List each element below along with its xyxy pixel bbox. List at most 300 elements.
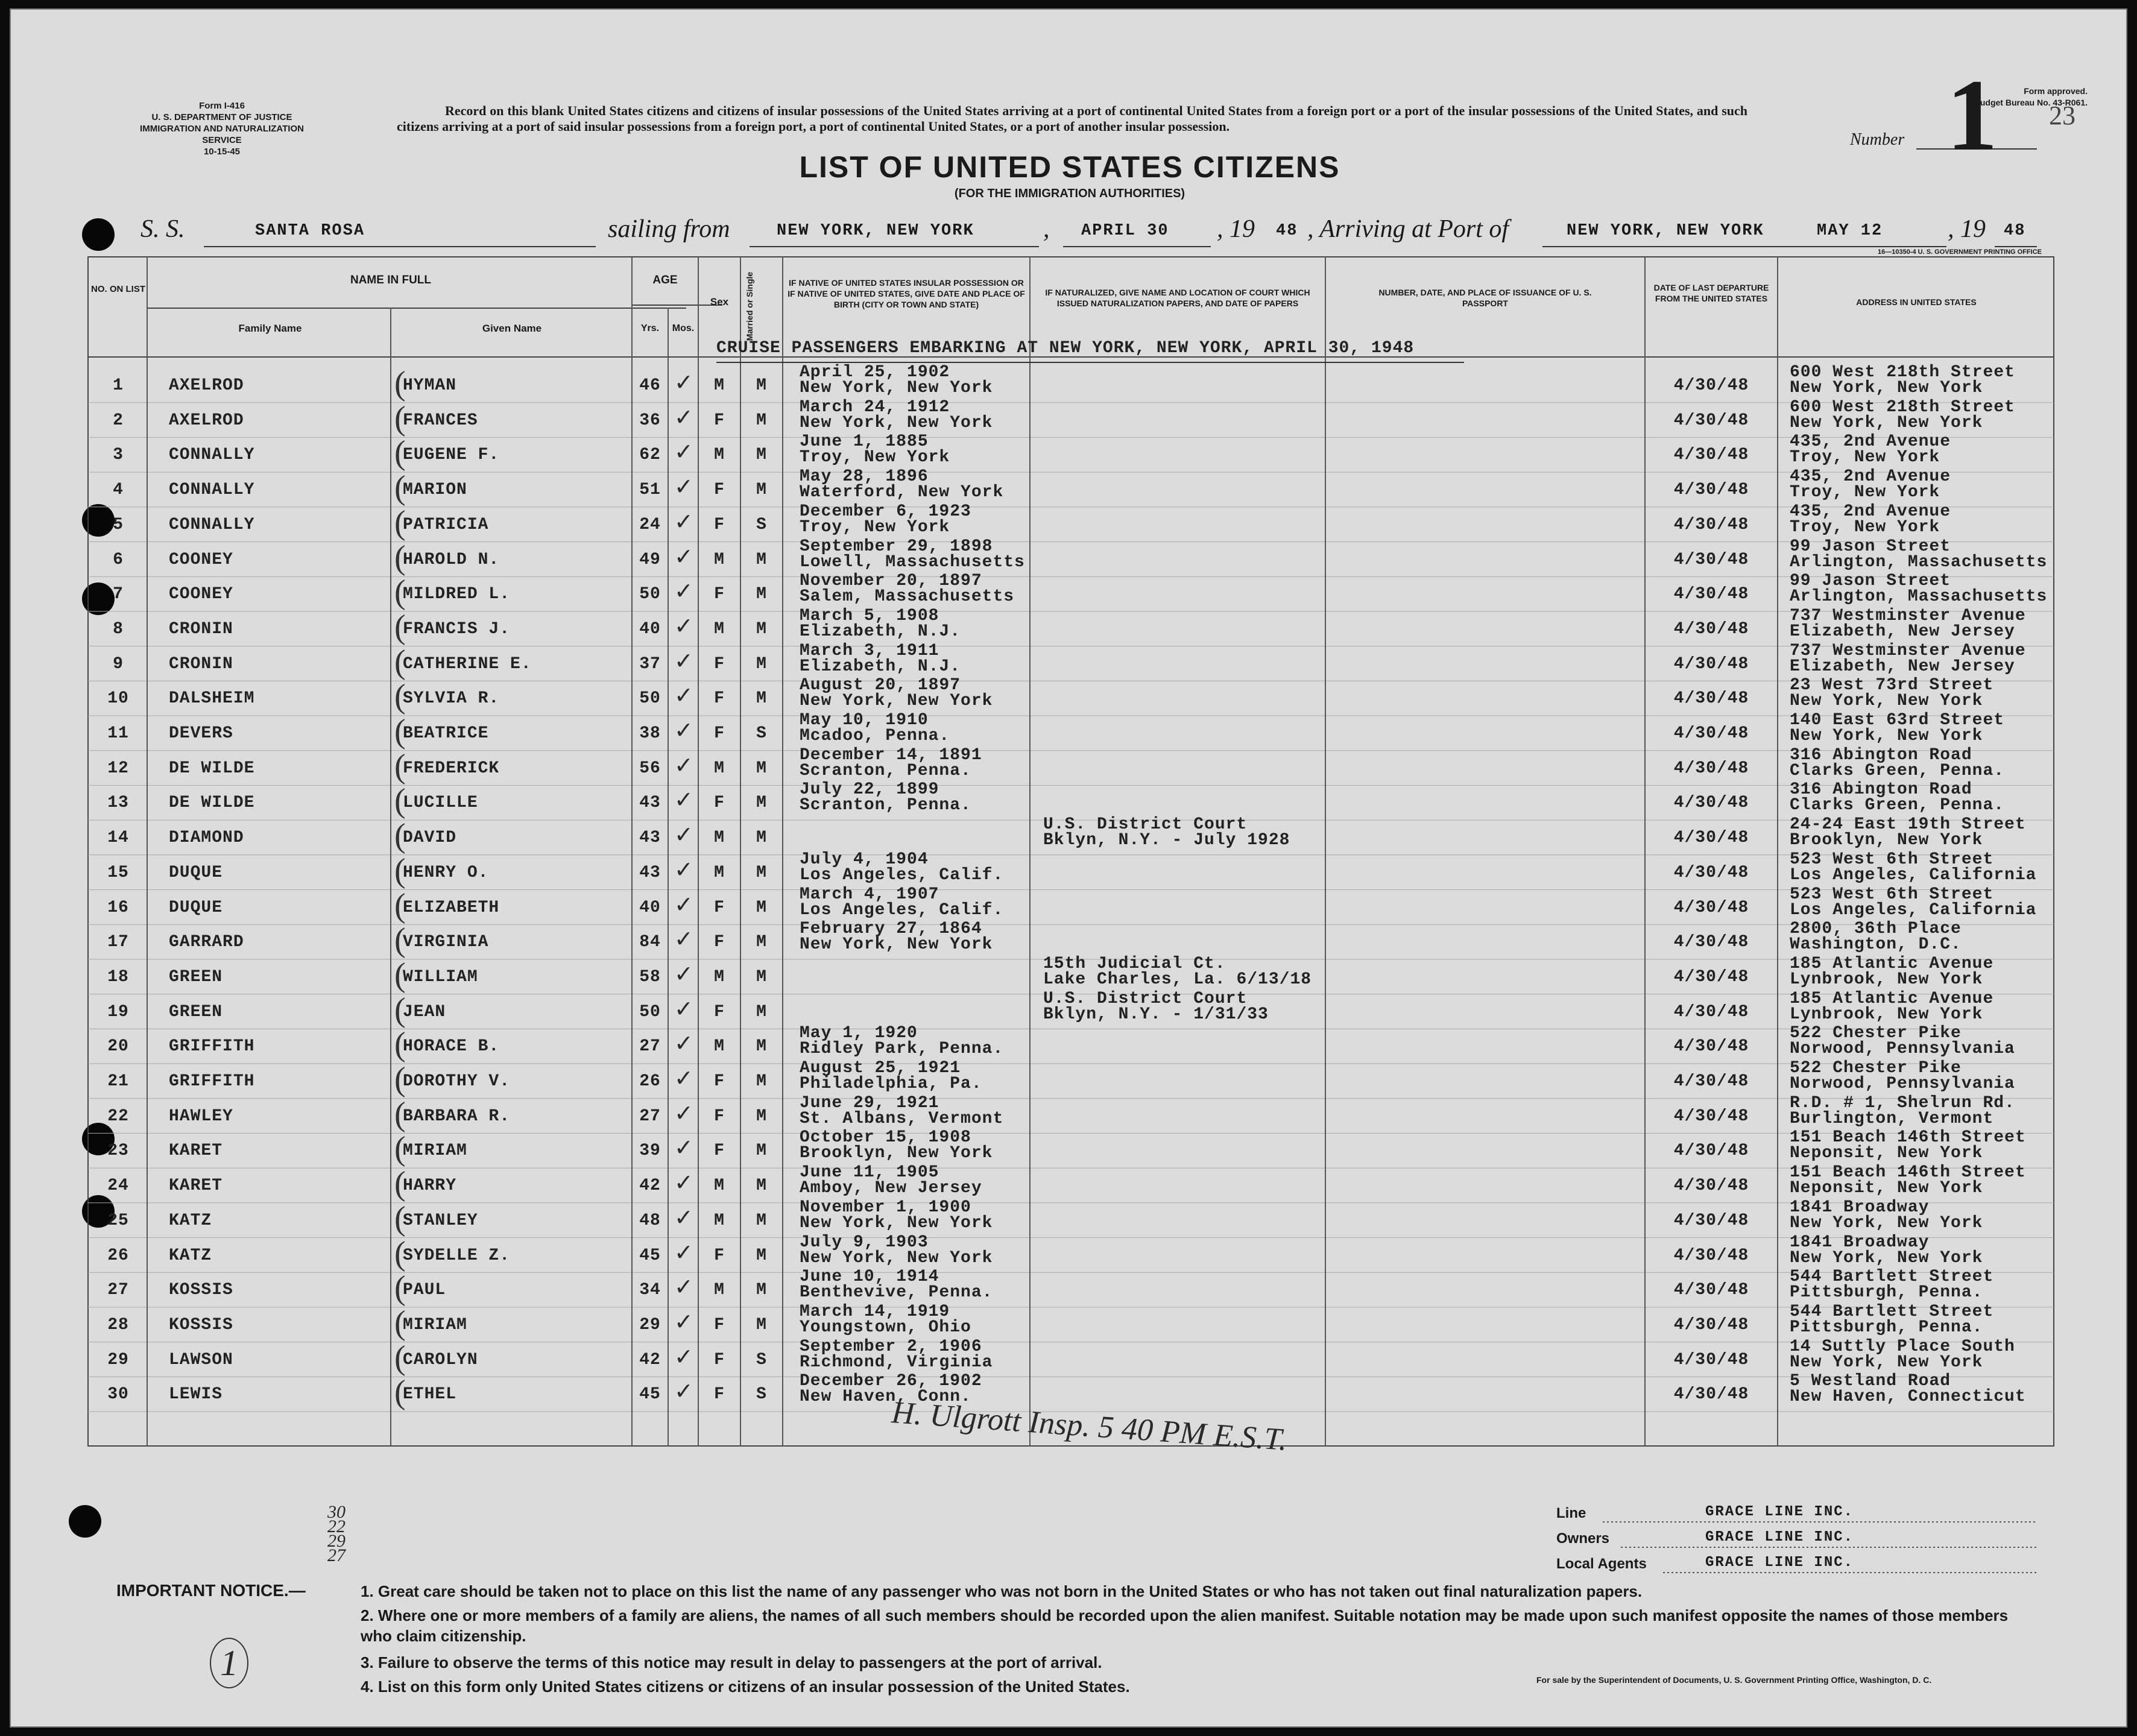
sex: M bbox=[714, 446, 725, 465]
family-name: DE WILDE bbox=[169, 759, 255, 778]
family-name: CONNALLY bbox=[169, 446, 255, 465]
family-bracket-icon: ( bbox=[394, 1199, 406, 1237]
form-identifier: Form I-416 U. S. DEPARTMENT OF JUSTICE IMMIGRATION AND NATURALIZATION SERVICE 10-15-45 bbox=[140, 101, 304, 157]
naturalization-court: U.S. District Court bbox=[1043, 989, 1248, 1008]
handwritten-tally: 30 22 29 27 bbox=[327, 1502, 346, 1565]
marital-status: M bbox=[756, 1315, 767, 1334]
address-city: New York, New York bbox=[1790, 379, 1983, 397]
given-name: HAROLD N. bbox=[403, 550, 500, 569]
departure-date: 4/30/48 bbox=[1673, 724, 1749, 743]
age-years: 37 bbox=[639, 654, 661, 674]
age-years: 45 bbox=[639, 1246, 661, 1265]
address-city: Arlington, Massachusetts bbox=[1790, 587, 2048, 607]
owners-value: GRACE LINE INC. bbox=[1705, 1529, 1854, 1545]
birth-date: November 1, 1900 bbox=[800, 1198, 971, 1217]
age-years: 29 bbox=[639, 1315, 661, 1334]
header-years: Yrs. bbox=[640, 323, 660, 333]
family-bracket-icon: ( bbox=[394, 573, 406, 611]
check-mark-icon: ✓ bbox=[674, 579, 693, 605]
birth-date: June 10, 1914 bbox=[800, 1267, 939, 1287]
binder-hole bbox=[69, 1505, 101, 1538]
age-years: 42 bbox=[639, 1350, 661, 1369]
departure-date: 4/30/48 bbox=[1673, 619, 1749, 639]
sex: M bbox=[714, 863, 725, 882]
family-name: KARET bbox=[169, 1176, 223, 1196]
birth-date: November 20, 1897 bbox=[800, 572, 982, 591]
family-bracket-icon: ( bbox=[394, 469, 406, 507]
address-city: New York, New York bbox=[1790, 692, 1983, 711]
marital-status: M bbox=[756, 446, 767, 465]
sex: M bbox=[714, 1281, 725, 1300]
family-name: CONNALLY bbox=[169, 515, 255, 534]
marital-status: M bbox=[756, 898, 767, 917]
address-city: New York, New York bbox=[1790, 413, 1983, 432]
birth-date: December 6, 1923 bbox=[800, 502, 971, 521]
birth-place: Mcadoo, Penna. bbox=[800, 727, 950, 745]
sex: F bbox=[714, 794, 725, 813]
sex: F bbox=[714, 411, 725, 430]
header-married-single: Married or Single bbox=[745, 271, 754, 341]
birth-date: March 4, 1907 bbox=[800, 885, 939, 904]
marital-status: M bbox=[756, 933, 767, 952]
row-number: 1 bbox=[113, 376, 124, 395]
address-city: Troy, New York bbox=[1790, 517, 1940, 537]
header-months: Mos. bbox=[672, 323, 695, 333]
birth-place: Lowell, Massachusetts bbox=[800, 552, 1025, 572]
departure-date: 4/30/48 bbox=[1673, 689, 1749, 709]
form-approval: Form approved. Budget Bureau No. 43-R061. bbox=[1974, 86, 2088, 107]
family-name: DUQUE bbox=[169, 898, 223, 917]
birth-date: December 26, 1902 bbox=[800, 1372, 982, 1391]
birth-date: May 1, 1920 bbox=[800, 1024, 918, 1043]
birth-date: March 24, 1912 bbox=[800, 397, 950, 417]
address-city: Pittsburgh, Penna. bbox=[1790, 1283, 1983, 1302]
row-number: 3 bbox=[113, 446, 124, 465]
row-number: 12 bbox=[107, 759, 129, 778]
given-name: CAROLYN bbox=[403, 1350, 478, 1369]
row-number: 13 bbox=[107, 794, 129, 813]
family-name: DUQUE bbox=[169, 863, 223, 882]
departure-port: NEW YORK, NEW YORK bbox=[777, 222, 974, 240]
check-mark-icon: ✓ bbox=[674, 1309, 693, 1335]
row-number: 23 bbox=[107, 1141, 129, 1161]
departure-underline bbox=[750, 246, 1039, 247]
family-bracket-icon: ( bbox=[394, 817, 406, 855]
row-number: 24 bbox=[107, 1176, 129, 1196]
sex: M bbox=[714, 376, 725, 395]
address-street: 23 West 73rd Street bbox=[1790, 676, 1994, 695]
birth-date: February 27, 1864 bbox=[800, 920, 982, 939]
sex: F bbox=[714, 654, 725, 674]
circled-number: 1 bbox=[210, 1638, 248, 1688]
family-bracket-icon: ( bbox=[394, 1130, 406, 1168]
given-name: MILDRED L. bbox=[403, 585, 511, 604]
family-name: DEVERS bbox=[169, 724, 233, 743]
age-years: 42 bbox=[639, 1176, 661, 1196]
family-name: GRIFFITH bbox=[169, 1072, 255, 1091]
marital-status: M bbox=[756, 619, 767, 639]
agents-value: GRACE LINE INC. bbox=[1705, 1555, 1854, 1571]
birth-date: June 1, 1885 bbox=[800, 432, 929, 452]
sex: M bbox=[714, 829, 725, 848]
birth-date: March 3, 1911 bbox=[800, 641, 939, 660]
row-number: 16 bbox=[107, 898, 129, 917]
sex: F bbox=[714, 515, 725, 534]
address-street: 316 Abington Road bbox=[1790, 745, 1972, 765]
marital-status: M bbox=[756, 967, 767, 986]
family-name: LEWIS bbox=[169, 1385, 223, 1404]
ship-name: SANTA ROSA bbox=[255, 222, 365, 240]
marital-status: S bbox=[756, 515, 767, 534]
departure-date: 4/30/48 bbox=[1673, 1281, 1749, 1300]
row-number: 27 bbox=[107, 1281, 129, 1300]
departure-date: 4/30/48 bbox=[1673, 1176, 1749, 1196]
family-bracket-icon: ( bbox=[394, 991, 406, 1029]
form-subtitle: (FOR THE IMMIGRATION AUTHORITIES) bbox=[954, 187, 1185, 200]
marital-status: M bbox=[756, 1002, 767, 1021]
header-name-in-full: NAME IN FULL bbox=[350, 274, 432, 286]
check-mark-icon: ✓ bbox=[674, 1344, 693, 1370]
given-name: MIRIAM bbox=[403, 1315, 467, 1334]
family-name: DALSHEIM bbox=[169, 689, 255, 709]
birth-date: December 14, 1891 bbox=[800, 745, 982, 765]
birth-date: May 28, 1896 bbox=[800, 467, 929, 487]
departure-date: 4/30/48 bbox=[1673, 550, 1749, 569]
check-mark-icon: ✓ bbox=[674, 1031, 693, 1057]
row-number: 4 bbox=[113, 481, 124, 500]
birth-date: June 11, 1905 bbox=[800, 1163, 939, 1182]
marital-status: M bbox=[756, 1037, 767, 1056]
birth-place: Scranton, Penna. bbox=[800, 796, 971, 815]
family-bracket-icon: ( bbox=[394, 1061, 406, 1098]
family-bracket-icon: ( bbox=[394, 1304, 406, 1342]
address-street: 544 Bartlett Street bbox=[1790, 1267, 1994, 1287]
sailing-from-label: sailing from bbox=[608, 215, 730, 243]
age-years: 24 bbox=[639, 515, 661, 534]
row-number: 9 bbox=[113, 654, 124, 674]
address-city: Elizabeth, New Jersey bbox=[1790, 657, 2015, 676]
family-name: COONEY bbox=[169, 585, 233, 604]
departure-date: 4/30/48 bbox=[1673, 794, 1749, 813]
row-number: 29 bbox=[107, 1350, 129, 1369]
family-bracket-icon: ( bbox=[394, 747, 406, 785]
sex: M bbox=[714, 1211, 725, 1230]
number-label: Number bbox=[1850, 130, 1905, 149]
header-age: AGE bbox=[652, 274, 678, 286]
arrival-port: NEW YORK, NEW YORK bbox=[1567, 222, 1764, 240]
sex: F bbox=[714, 1072, 725, 1091]
marital-status: M bbox=[756, 1246, 767, 1265]
row-number: 6 bbox=[113, 550, 124, 569]
sex: F bbox=[714, 1106, 725, 1126]
check-mark-icon: ✓ bbox=[674, 857, 693, 883]
birth-place: Youngstown, Ohio bbox=[800, 1318, 971, 1337]
list-number: 1 bbox=[1946, 58, 1998, 172]
birth-place: New York, New York bbox=[800, 692, 993, 711]
row-number: 5 bbox=[113, 515, 124, 534]
printing-office-note: For sale by the Superintendent of Documents, U. S. Government Printing Office, Washington, D. C. bbox=[1536, 1675, 1932, 1685]
check-mark-icon: ✓ bbox=[674, 1275, 693, 1301]
check-mark-icon: ✓ bbox=[674, 475, 693, 500]
address-city: Neponsit, New York bbox=[1790, 1179, 1983, 1198]
address-city: Troy, New York bbox=[1790, 448, 1940, 467]
birth-date: August 25, 1921 bbox=[800, 1059, 961, 1078]
departure-date: 4/30/48 bbox=[1673, 1002, 1749, 1021]
header-last-departure: DATE OF LAST DEPARTURE FROM THE UNITED STATES bbox=[1653, 283, 1769, 303]
address-city: Clarks Green, Penna. bbox=[1790, 796, 2005, 815]
address-city: Norwood, Pennsylvania bbox=[1790, 1040, 2015, 1059]
given-name: FRANCIS J. bbox=[403, 619, 511, 639]
family-bracket-icon: ( bbox=[394, 956, 406, 994]
address-street: 600 West 218th Street bbox=[1790, 363, 2015, 382]
family-name: COONEY bbox=[169, 550, 233, 569]
birth-place: Los Angeles, Calif. bbox=[800, 900, 1004, 920]
marital-status: M bbox=[756, 1106, 767, 1126]
address-street: 24-24 East 19th Street bbox=[1790, 815, 2026, 835]
age-years: 58 bbox=[639, 967, 661, 986]
birth-place: Waterford, New York bbox=[800, 483, 1004, 502]
address-city: New York, New York bbox=[1790, 727, 1983, 745]
departure-date: 4/30/48 bbox=[1673, 898, 1749, 917]
check-mark-icon: ✓ bbox=[674, 892, 693, 918]
header-given-name: Given Name bbox=[482, 323, 542, 334]
marital-status: M bbox=[756, 481, 767, 500]
age-years: 26 bbox=[639, 1072, 661, 1091]
notice-item-4: 4. List on this form only United States citizens or citizens of an insular possession of the United States. bbox=[361, 1678, 1130, 1696]
family-name: AXELROD bbox=[169, 376, 244, 395]
age-years: 43 bbox=[639, 863, 661, 882]
line-label: Line bbox=[1556, 1505, 1586, 1521]
age-years: 51 bbox=[639, 481, 661, 500]
given-name: SYLVIA R. bbox=[403, 689, 500, 709]
family-name: CRONIN bbox=[169, 654, 233, 674]
departure-date: 4/30/48 bbox=[1673, 515, 1749, 534]
sex: M bbox=[714, 967, 725, 986]
birth-place: New York, New York bbox=[800, 413, 993, 432]
address-street: 737 Westminster Avenue bbox=[1790, 606, 2026, 625]
address-city: Neponsit, New York bbox=[1790, 1144, 1983, 1163]
birth-date: September 29, 1898 bbox=[800, 537, 993, 556]
given-name: VIRGINIA bbox=[403, 933, 489, 952]
address-city: Lynbrook, New York bbox=[1790, 1005, 1983, 1024]
given-name: HARRY bbox=[403, 1176, 457, 1196]
departure-date: 4/30/48 bbox=[1673, 1037, 1749, 1056]
marital-status: M bbox=[756, 689, 767, 709]
naturalization-date: Bklyn, N.Y. - July 1928 bbox=[1043, 831, 1290, 850]
birth-place: St. Albans, Vermont bbox=[800, 1109, 1004, 1128]
address-street: 14 Suttly Place South bbox=[1790, 1337, 2015, 1356]
given-name: EUGENE F. bbox=[403, 446, 500, 465]
birth-place: New York, New York bbox=[800, 1213, 993, 1233]
header-naturalization: IF NATURALIZED, GIVE NAME AND LOCATION OF COURT WHICH ISSUED NATURALIZATION PAPERS, AND DATE OF PAPERS bbox=[1045, 288, 1310, 308]
check-mark-icon: ✓ bbox=[674, 370, 693, 396]
departure-date: 4/30/48 bbox=[1673, 1246, 1749, 1265]
address-street: 151 Beach 146th Street bbox=[1790, 1163, 2026, 1182]
address-street: R.D. # 1, Shelrun Rd. bbox=[1790, 1093, 2015, 1113]
check-mark-icon: ✓ bbox=[674, 927, 693, 953]
age-years: 38 bbox=[639, 724, 661, 743]
address-city: New Haven, Connecticut bbox=[1790, 1387, 2026, 1407]
row-number: 19 bbox=[107, 1002, 129, 1021]
given-name: HENRY O. bbox=[403, 863, 489, 882]
family-name: LAWSON bbox=[169, 1350, 233, 1369]
given-name: BEATRICE bbox=[403, 724, 489, 743]
family-bracket-icon: ( bbox=[394, 1339, 406, 1377]
family-name: HAWLEY bbox=[169, 1106, 233, 1126]
sex: F bbox=[714, 1002, 725, 1021]
birth-date: September 2, 1906 bbox=[800, 1337, 982, 1356]
family-bracket-icon: ( bbox=[394, 886, 406, 924]
departure-date: 4/30/48 bbox=[1673, 933, 1749, 952]
address-city: Burlington, Vermont bbox=[1790, 1109, 1994, 1128]
age-years: 62 bbox=[639, 446, 661, 465]
given-name: MARION bbox=[403, 481, 467, 500]
given-name: FREDERICK bbox=[403, 759, 500, 778]
record-instructions: Record on this blank United States citizens and citizens of insular possessions of the United States arriving at a port of continental United States from a foreign port or a port of the insular possessions of the United States, and such citizens arriving at a port of said insular possessions from a foreign port, a port of continental United States, or a port of another insular possession. bbox=[397, 103, 1747, 134]
family-name: GRIFFITH bbox=[169, 1037, 255, 1056]
check-mark-icon: ✓ bbox=[674, 1240, 693, 1266]
family-name: CONNALLY bbox=[169, 481, 255, 500]
notice-item-3: 3. Failure to observe the terms of this notice may result in delay to passengers at the port of arrival. bbox=[361, 1653, 1102, 1671]
marital-status: S bbox=[756, 1350, 767, 1369]
form-title: LIST OF UNITED STATES CITIZENS bbox=[799, 150, 1340, 184]
check-mark-icon: ✓ bbox=[674, 405, 693, 431]
sex: M bbox=[714, 1037, 725, 1056]
address-street: 522 Chester Pike bbox=[1790, 1024, 1962, 1043]
address-city: New York, New York bbox=[1790, 1213, 1983, 1233]
family-bracket-icon: ( bbox=[394, 1234, 406, 1272]
departure-date: 4/30/48 bbox=[1673, 1385, 1749, 1404]
family-name: DE WILDE bbox=[169, 794, 255, 813]
arrival-underline bbox=[1542, 246, 1946, 247]
departure-date: 4/30/48 bbox=[1673, 1106, 1749, 1126]
age-years: 50 bbox=[639, 585, 661, 604]
departure-date: 4/30/48 bbox=[1673, 829, 1749, 848]
departure-date: APRIL 30 bbox=[1081, 222, 1169, 240]
row-number: 10 bbox=[107, 689, 129, 709]
family-bracket-icon: ( bbox=[394, 1374, 406, 1412]
check-mark-icon: ✓ bbox=[674, 509, 693, 535]
row-number: 22 bbox=[107, 1106, 129, 1126]
marital-status: M bbox=[756, 376, 767, 395]
departure-date: 4/30/48 bbox=[1673, 1072, 1749, 1091]
header-family-name: Family Name bbox=[238, 323, 302, 334]
check-mark-icon: ✓ bbox=[674, 753, 693, 778]
departure-date: 4/30/48 bbox=[1673, 1350, 1749, 1369]
birth-date: May 10, 1910 bbox=[800, 711, 929, 730]
birth-place: Elizabeth, N.J. bbox=[800, 622, 961, 641]
family-name: GREEN bbox=[169, 967, 223, 986]
address-street: 185 Atlantic Avenue bbox=[1790, 954, 1994, 973]
address-street: 522 Chester Pike bbox=[1790, 1059, 1962, 1078]
given-name: SYDELLE Z. bbox=[403, 1246, 511, 1265]
family-name: AXELROD bbox=[169, 411, 244, 430]
birth-date: July 9, 1903 bbox=[800, 1233, 929, 1252]
birth-date: April 25, 1902 bbox=[800, 363, 950, 382]
arrival-year: 48 bbox=[2004, 222, 2026, 240]
sex: F bbox=[714, 1385, 725, 1404]
row-number: 14 bbox=[107, 829, 129, 848]
naturalization-date: Bklyn, N.Y. - 1/31/33 bbox=[1043, 1005, 1269, 1024]
age-years: 36 bbox=[639, 411, 661, 430]
family-name: KARET bbox=[169, 1141, 223, 1161]
check-mark-icon: ✓ bbox=[674, 1066, 693, 1091]
age-years: 34 bbox=[639, 1281, 661, 1300]
address-city: Arlington, Massachusetts bbox=[1790, 552, 2048, 572]
departure-date: 4/30/48 bbox=[1673, 759, 1749, 778]
age-years: 46 bbox=[639, 376, 661, 395]
row-number: 30 bbox=[107, 1385, 129, 1404]
header-address: ADDRESS IN UNITED STATES bbox=[1856, 297, 1977, 307]
family-name: CRONIN bbox=[169, 619, 233, 639]
age-years: 48 bbox=[639, 1211, 661, 1230]
marital-status: M bbox=[756, 1176, 767, 1196]
birth-date: October 15, 1908 bbox=[800, 1128, 971, 1147]
sex: F bbox=[714, 689, 725, 709]
check-mark-icon: ✓ bbox=[674, 996, 693, 1022]
owners-label: Owners bbox=[1556, 1530, 1610, 1547]
sex: F bbox=[714, 585, 725, 604]
sex: F bbox=[714, 898, 725, 917]
birth-place: New York, New York bbox=[800, 379, 993, 397]
address-street: 523 West 6th Street bbox=[1790, 885, 1994, 904]
family-bracket-icon: ( bbox=[394, 365, 406, 402]
age-years: 56 bbox=[639, 759, 661, 778]
address-city: Pittsburgh, Penna. bbox=[1790, 1318, 1983, 1337]
birth-place: Troy, New York bbox=[800, 517, 950, 537]
row-number: 15 bbox=[107, 863, 129, 882]
address-street: 544 Bartlett Street bbox=[1790, 1302, 1994, 1321]
birth-place: Elizabeth, N.J. bbox=[800, 657, 961, 676]
family-bracket-icon: ( bbox=[394, 921, 406, 959]
address-street: 140 East 63rd Street bbox=[1790, 711, 2005, 730]
age-years: 40 bbox=[639, 619, 661, 639]
departure-date: 4/30/48 bbox=[1673, 376, 1749, 395]
check-mark-icon: ✓ bbox=[674, 648, 693, 674]
header-sex: Sex bbox=[710, 296, 729, 308]
notice-item-1: 1. Great care should be taken not to place on this list the name of any passenger who was not born in the United States or who has not taken out final naturalization papers. bbox=[361, 1582, 1643, 1600]
check-mark-icon: ✓ bbox=[674, 613, 693, 639]
row-number: 25 bbox=[107, 1211, 129, 1230]
given-name: CATHERINE E. bbox=[403, 654, 532, 674]
family-bracket-icon: ( bbox=[394, 1095, 406, 1133]
check-mark-icon: ✓ bbox=[674, 440, 693, 466]
cruise-banner: CRUISE PASSENGERS EMBARKING AT NEW YORK, NEW YORK, APRIL 30, 1948 bbox=[716, 339, 1415, 358]
arriving-label: Arriving at Port of bbox=[1319, 215, 1509, 243]
departure-date: 4/30/48 bbox=[1673, 1211, 1749, 1230]
departure-date: 4/30/48 bbox=[1673, 446, 1749, 465]
birth-date: March 14, 1919 bbox=[800, 1302, 950, 1321]
arrival-date: MAY 12 bbox=[1817, 222, 1883, 240]
birth-date: July 4, 1904 bbox=[800, 850, 929, 869]
row-number: 21 bbox=[107, 1072, 129, 1091]
address-city: Los Angeles, California bbox=[1790, 900, 2037, 920]
departure-date: 4/30/48 bbox=[1673, 863, 1749, 882]
marital-status: M bbox=[756, 863, 767, 882]
departure-date: 4/30/48 bbox=[1673, 1141, 1749, 1161]
family-name: GREEN bbox=[169, 1002, 223, 1021]
agents-label: Local Agents bbox=[1556, 1556, 1647, 1572]
sex: M bbox=[714, 619, 725, 639]
family-name: KOSSIS bbox=[169, 1315, 233, 1334]
age-years: 84 bbox=[639, 933, 661, 952]
address-street: 600 West 218th Street bbox=[1790, 397, 2015, 417]
family-bracket-icon: ( bbox=[394, 1165, 406, 1203]
check-mark-icon: ✓ bbox=[674, 683, 693, 709]
check-mark-icon: ✓ bbox=[674, 544, 693, 570]
birth-place: Philadelphia, Pa. bbox=[800, 1075, 982, 1093]
binder-hole bbox=[82, 218, 115, 251]
